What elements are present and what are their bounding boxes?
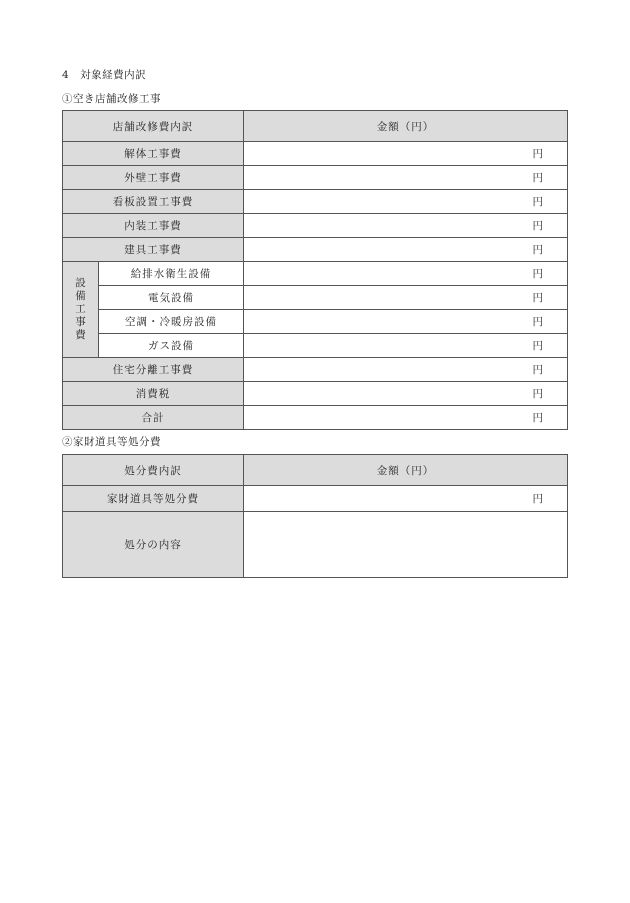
vertical-char: 工 (75, 303, 86, 315)
disposal-content-label: 処分の内容 (63, 512, 244, 578)
table-row (63, 334, 568, 358)
amount-field[interactable]: 円 (244, 238, 568, 262)
row-label: 内装工事費 (63, 214, 244, 238)
amount-field[interactable]: 円 (244, 382, 568, 406)
amount-field[interactable]: 円 (244, 214, 568, 238)
table-row (63, 142, 568, 166)
amount-field[interactable]: 円 (244, 286, 568, 310)
disposal-content-field[interactable] (244, 512, 568, 578)
equipment-item-label: ガス設備 (99, 334, 244, 358)
total-label: 合計 (63, 406, 244, 430)
row-label: 建具工事費 (63, 238, 244, 262)
table-row (63, 214, 568, 238)
amount-field[interactable]: 円 (244, 358, 568, 382)
disposal-cost-table (62, 454, 568, 578)
table-row (63, 382, 568, 406)
vertical-char: 備 (75, 290, 86, 302)
row-label: 住宅分離工事費 (63, 358, 244, 382)
amount-field[interactable]: 円 (244, 486, 568, 512)
row-label: 外壁工事費 (63, 166, 244, 190)
amount-field[interactable]: 円 (244, 142, 568, 166)
row-label: 看板設置工事費 (63, 190, 244, 214)
table-row (63, 238, 568, 262)
vertical-char: 費 (75, 329, 86, 341)
subsection-title-disposal: ②家財道具等処分費 (62, 436, 161, 448)
row-label: 消費税 (63, 382, 244, 406)
amount-field[interactable]: 円 (244, 190, 568, 214)
equipment-item-label: 給排水衛生設備 (99, 262, 244, 286)
equipment-item-label: 電気設備 (99, 286, 244, 310)
section-heading: 4 対象経費内訳 (62, 69, 147, 81)
row-label: 解体工事費 (63, 142, 244, 166)
total-amount-field[interactable]: 円 (244, 406, 568, 430)
table-row (63, 166, 568, 190)
vertical-char: 事 (75, 316, 86, 328)
vertical-char: 設 (75, 277, 86, 289)
table-row (63, 406, 568, 430)
renovation-cost-table (62, 110, 568, 430)
subsection-title-renovation: ①空き店舗改修工事 (62, 93, 161, 105)
table-row (63, 358, 568, 382)
amount-field[interactable]: 円 (244, 310, 568, 334)
table-row (63, 262, 568, 286)
header-amount-label: 金額（円） (244, 455, 568, 486)
amount-field[interactable]: 円 (244, 262, 568, 286)
table-row (63, 286, 568, 310)
table-row (63, 512, 568, 578)
table-header-row (63, 111, 568, 142)
header-amount-label: 金額（円） (244, 111, 568, 142)
row-label: 家財道具等処分費 (63, 486, 244, 512)
header-breakdown-label: 店舗改修費内訳 (63, 111, 244, 142)
table-header-row (63, 455, 568, 486)
header-breakdown-label: 処分費内訳 (63, 455, 244, 486)
table-row (63, 310, 568, 334)
table-row (63, 486, 568, 512)
equipment-group-label (63, 262, 99, 358)
equipment-item-label: 空調・冷暖房設備 (99, 310, 244, 334)
amount-field[interactable]: 円 (244, 166, 568, 190)
table-row (63, 190, 568, 214)
amount-field[interactable]: 円 (244, 334, 568, 358)
